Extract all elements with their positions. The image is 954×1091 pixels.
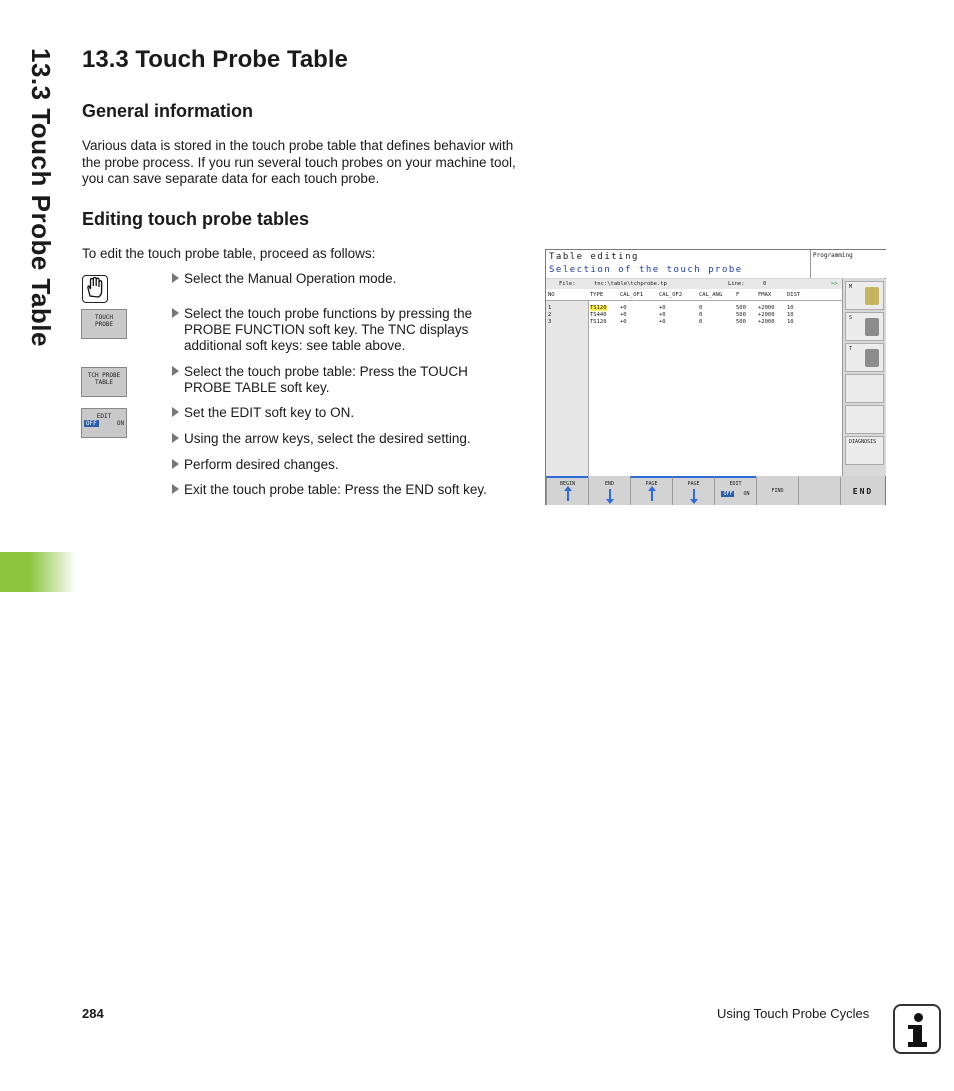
section-heading-editing: Editing touch probe tables <box>82 209 310 229</box>
bullet-arrow-icon <box>172 273 179 283</box>
step-1: Select the Manual Operation mode. <box>172 271 517 287</box>
edit-on-label: ON <box>116 420 125 427</box>
page-number: 284 <box>82 1006 104 1021</box>
screen-subtitle: Selection of the touch probe <box>549 265 743 275</box>
arrow-down-icon <box>693 489 695 501</box>
touch-probe-softkey[interactable]: TOUCH PROBE <box>81 309 127 339</box>
bullet-arrow-icon <box>172 366 179 376</box>
file-line: File: tnc:\table\tchprobe.tp Line: 0 >> <box>546 279 842 289</box>
bullet-arrow-icon <box>172 308 179 318</box>
table-row[interactable]: 1 TS120 +0 +0 0 500 +2000 10 <box>548 305 794 311</box>
tool-icon <box>865 349 879 367</box>
chapter-tab-marker <box>0 552 76 592</box>
arrow-up-icon <box>567 489 569 501</box>
step-2: Select the touch probe functions by pressing the PROBE FUNCTION soft key. The TNC displays additional soft keys: see table above. <box>172 306 517 354</box>
step-6: Perform desired changes. <box>172 457 517 473</box>
edit-softkey[interactable]: EDIT OFF ON <box>81 408 127 438</box>
side-softkey-s[interactable]: S <box>845 312 884 341</box>
chapter-footer: Using Touch Probe Cycles <box>717 1006 870 1021</box>
info-icon <box>893 1004 941 1054</box>
vertical-softkeys <box>843 279 886 476</box>
bullet-arrow-icon <box>172 407 179 417</box>
bullet-arrow-icon <box>172 484 179 494</box>
hand-icon <box>84 276 106 300</box>
horizontal-softkeys <box>546 476 885 505</box>
table-row[interactable]: 2 TS440 +0 +0 0 500 +2000 10 <box>548 312 794 318</box>
softkey-begin[interactable]: BEGIN <box>546 476 588 505</box>
table-header: NO TYPE CAL_OF1 CAL_OF2 CAL_ANG F FMAX DIST <box>546 290 842 301</box>
softkey-page-down[interactable]: PAGE <box>672 476 714 505</box>
softkey-edit[interactable]: EDIT OFF ON <box>714 476 756 505</box>
screen-mode: Programming <box>811 250 886 278</box>
softkey-end[interactable]: END <box>840 476 885 505</box>
screen-header <box>546 250 811 278</box>
table-row[interactable]: 3 TS120 +0 +0 0 500 +2000 10 <box>548 319 794 325</box>
side-softkey-m[interactable]: M <box>845 281 884 310</box>
manual-operation-hand-icon <box>82 275 108 303</box>
side-softkey-blank-2[interactable] <box>845 405 884 434</box>
softkey-find[interactable]: FIND <box>756 476 798 505</box>
side-softkey-blank[interactable] <box>845 374 884 403</box>
step-5: Using the arrow keys, select the desired setting. <box>172 431 517 447</box>
step-3: Select the touch probe table: Press the TOUCH PROBE TABLE soft key. <box>172 364 517 396</box>
arrow-up-icon <box>651 489 653 501</box>
side-chapter-title: 13.3 Touch Probe Table <box>26 48 56 347</box>
softkey-blank[interactable] <box>798 476 840 505</box>
softkey-end-arrow[interactable]: END <box>588 476 630 505</box>
side-softkey-t[interactable]: T <box>845 343 884 372</box>
page-title: 13.3 Touch Probe Table <box>82 46 348 73</box>
edit-off-label: OFF <box>85 420 97 427</box>
editing-intro: To edit the touch probe table, proceed as follows: <box>82 246 376 261</box>
side-softkey-diagnosis[interactable]: DIAGNOSIS <box>845 436 884 465</box>
machine-icon <box>865 287 879 305</box>
step-7: Exit the touch probe table: Press the END soft key. <box>172 482 517 498</box>
step-4: Set the EDIT soft key to ON. <box>172 405 517 421</box>
tch-probe-table-softkey[interactable]: TCH PROBE TABLE <box>81 367 127 397</box>
screen-title: Table editing <box>549 252 639 262</box>
bullet-arrow-icon <box>172 433 179 443</box>
general-info-paragraph: Various data is stored in the touch probe table that defines behavior with the probe process. If you run several touch probes on your machine tool, you can save separate data for each touch probe. <box>82 138 516 186</box>
section-heading-general: General information <box>82 101 254 121</box>
tnc-screenshot <box>545 249 886 505</box>
bullet-arrow-icon <box>172 459 179 469</box>
spindle-icon <box>865 318 879 336</box>
table-area <box>546 279 843 476</box>
arrow-down-icon <box>609 489 611 501</box>
softkey-page-up[interactable]: PAGE <box>630 476 672 505</box>
